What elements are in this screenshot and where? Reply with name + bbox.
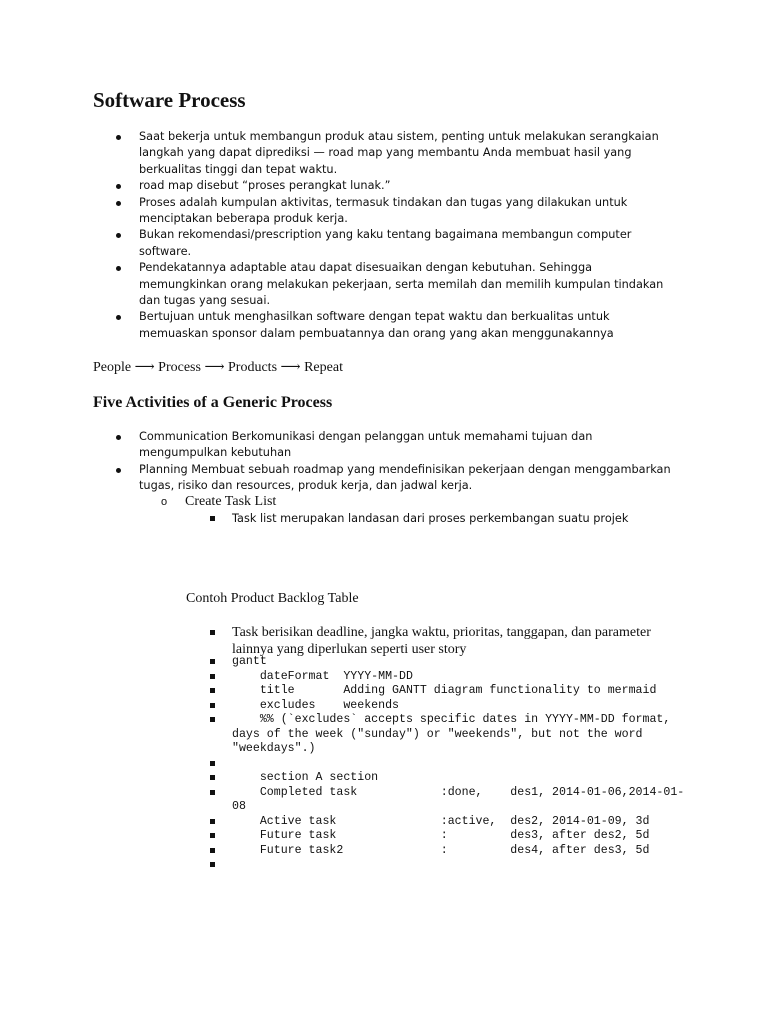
list-item: Bertujuan untuk menghasilkan software dengan tepat waktu dan berkualitas untuk memuaskan sponsor dalam pembuatannya dan orang yang akan menggunakannya	[139, 309, 679, 342]
code-line: title Adding GANTT diagram functionality to mermaid	[232, 684, 692, 699]
list-item: Proses adalah kumpulan aktivitas, termasuk tindakan dan tugas yang dilakukan untuk menciptakan beberapa produk kerja.	[139, 195, 679, 228]
code-line: Future task : des3, after des2, 5d	[232, 829, 692, 844]
backlog-title: Contoh Product Backlog Table	[186, 591, 359, 606]
code-line: gantt	[232, 655, 692, 670]
code-line: section A section	[232, 771, 692, 786]
list-item: Task list merupakan landasan dari proses perkembangan suatu projek	[232, 511, 692, 527]
code-line	[232, 757, 692, 772]
list-item: Bukan rekomendasi/prescription yang kaku tentang bagaimana membangun computer software.	[139, 227, 679, 260]
backlog-desc-list	[232, 625, 692, 658]
sub-list	[185, 494, 665, 511]
code-line: dateFormat YYYY-MM-DD	[232, 670, 692, 685]
list-item: Task berisikan deadline, jangka waktu, prioritas, tanggapan, dan parameter lainnya yang diperlukan seperti user story	[232, 625, 692, 658]
list-item: o Create Task List	[185, 494, 665, 511]
code-line: Active task :active, des2, 2014-01-09, 3d	[232, 815, 692, 830]
page-title: Software Process	[93, 88, 246, 112]
list-item: Communication Berkomunikasi dengan pelanggan untuk memahami tujuan dan mengumpulkan kebutuhan	[139, 429, 679, 462]
code-line: Completed task :done, des1, 2014-01-06,2014-01-08	[232, 786, 692, 815]
list-item: Saat bekerja untuk membangun produk atau sistem, penting untuk melakukan serangkaian langkah yang dapat diprediksi — road map yang membantu Anda membuat hasil yang berkualitas tinggi dan tepat waktu.	[139, 129, 679, 178]
code-line: %% (`excludes` accepts specific dates in YYYY-MM-DD format, days of the week ("sunday") or "weekends", but not the word "weekdays".)	[232, 713, 692, 757]
list-item: Pendekatannya adaptable atau dapat disesuaikan dengan kebutuhan. Sehingga memungkinkan orang melakukan pekerjaan, serta memilah dan memilih kumpulan tindakan dan tugas yang sesuai.	[139, 260, 679, 309]
activities-list	[139, 429, 679, 495]
list-item: Planning Membuat sebuah roadmap yang mendefinisikan pekerjaan dengan menggambarkan tugas, risiko dan resources, produk kerja, dan jadwal kerja.	[139, 462, 679, 495]
code-line	[232, 858, 692, 873]
flow-line: People ⟶ Process ⟶ Products ⟶ Repeat	[93, 360, 343, 375]
sub-sub-list	[232, 511, 692, 527]
list-item: road map disebut “proses perangkat lunak.”	[139, 178, 679, 194]
code-line: excludes weekends	[232, 699, 692, 714]
gantt-code-list	[232, 655, 692, 873]
intro-bullet-list	[139, 129, 679, 342]
code-line: Future task2 : des4, after des3, 5d	[232, 844, 692, 859]
section-heading: Five Activities of a Generic Process	[93, 394, 333, 411]
